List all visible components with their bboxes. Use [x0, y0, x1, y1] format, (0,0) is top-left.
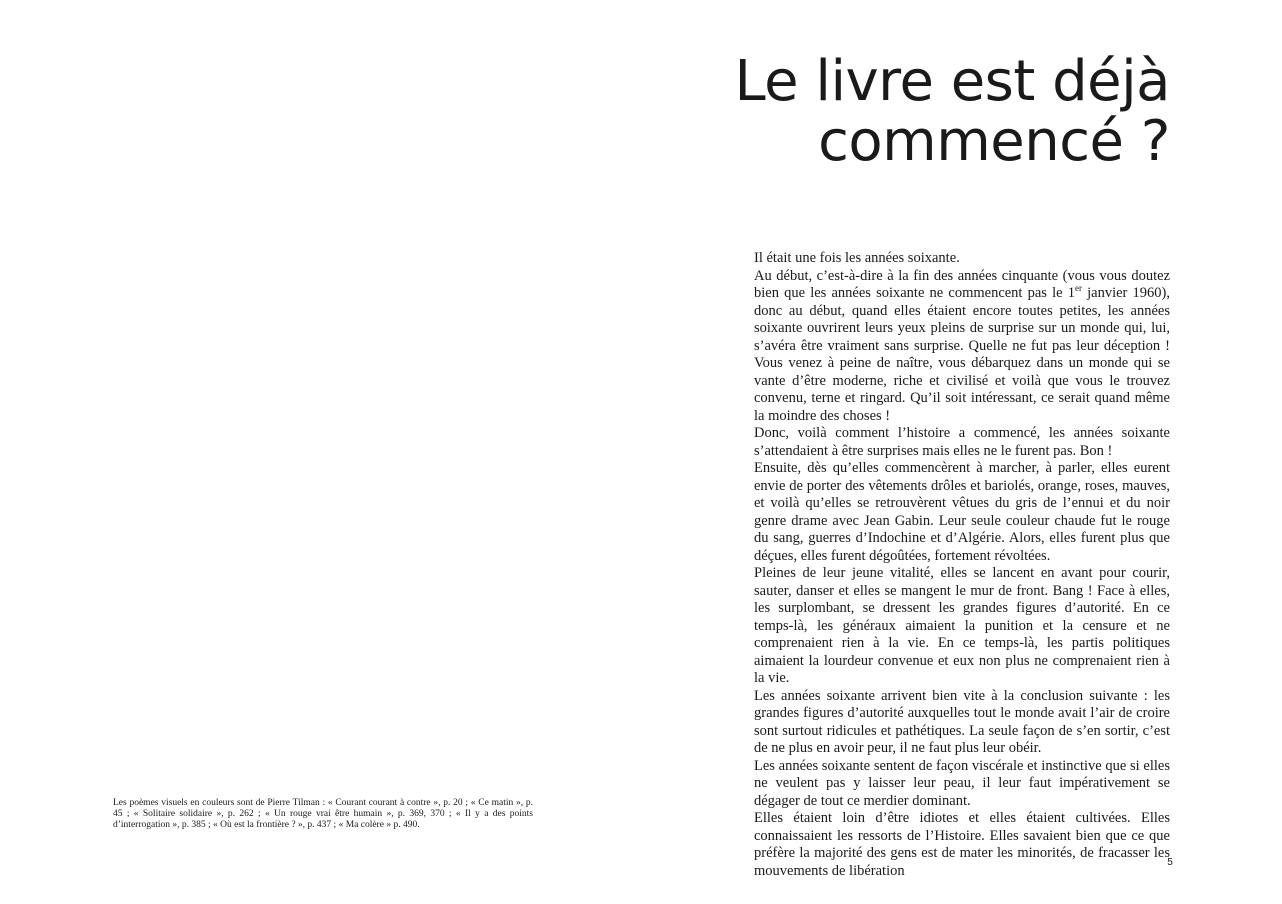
body-text — [754, 250, 1170, 880]
paragraph-6: Les années soixante arrivent bien vite à la conclusion suivante : les grandes figures d’autorité auxquelles tout le monde avait l’air de croire sont surtout ridicules et pathétiques. La seule façon de s’en sortir, c’est de ne plus en avoir peur, il ne faut plus leur obéir. — [754, 687, 1170, 756]
paragraph-2-text-b: janvier 1960), donc au début, quand elles étaient encore toutes petites, les années soixante ouvrirent leurs yeux pleins de surprise sur un monde qui, lui, s’avéra être vraiment sans surprise. Quelle ne fut pas leur déception ! Vous venez à peine de naître, vous débarquez dans un monde qui se vante d’être moderne, riche et civilisé et voilà que vous le trouvez convenu, terne et ringard. Qu’il soit intéressant, ce serait quand même la moindre des choses ! — [754, 285, 1170, 424]
paragraph-3: Donc, voilà comment l’histoire a commencé, les années soixante s’attendaient à être surprises mais elles ne le furent pas. Bon ! — [754, 425, 1170, 459]
page-number: 5 — [1167, 857, 1173, 868]
paragraph-5: Pleines de leur jeune vitalité, elles se lancent en avant pour courir, sauter, danser et elles se mangent le mur de front. Bang ! Face à elles, les surplombant, se dressent les grandes figures d’autorité. En ce temps-là, les généraux aimaient la punition et la censure et ne comprenaient rien à la vie. En ce temps-là, les partis politiques aimaient la lourdeur convenue et eux non plus ne comprenaient rien à la vie. — [754, 565, 1170, 686]
chapter-title — [730, 49, 1170, 174]
paragraph-1: Il était une fois les années soixante. — [754, 250, 960, 266]
paragraph-4: Ensuite, dès qu’elles commencèrent à marcher, à parler, elles eurent envie de porter des vêtements drôles et bariolés, orange, roses, mauves, et voilà qu’elles se retrouvèrent vêtues du gris de l’ennui et du noir genre drame avec Jean Gabin. Leur seule couleur chaude fut le rouge du sang, guerres d’Indochine et d’Algérie. Alors, elles furent plus que déçues, elles furent dégoûtées, fortement révoltées. — [754, 460, 1170, 564]
paragraph-8: Elles étaient loin d’être idiotes et elles étaient cultivées. Elles connaissaient les ressorts de l’Histoire. Elles savaient bien que ce que préfère la majorité des gens est de mater les minorités, de fracasser les mouvements de libération — [754, 810, 1170, 879]
paragraph-7: Les années soixante sentent de façon viscérale et instinctive que si elles ne veulent pas y laisser leur peau, il leur faut impérativement se dégager de tout ce merdier dominant. — [754, 757, 1170, 809]
chapter-title-line-2: commencé ? — [818, 109, 1170, 174]
chapter-title-line-1: Le livre est déjà — [734, 49, 1170, 114]
left-page-credits — [113, 798, 533, 831]
ordinal-superscript: er — [1074, 283, 1082, 294]
credits-text: Les poèmes visuels en couleurs sont de Pierre Tilman : « Courant courant à contre », p. 20 ; « Ce matin », p. 45 ; « Solitaire solidaire », p. 262 ; « Un rouge vrai être humain », p. 369, 370 ; « Il y a des points d’interrogation », p. 385 ; « Où est la frontière ? », p. 437 ; « Ma colère » p. 490. — [113, 798, 533, 830]
paragraph-2 — [754, 268, 1170, 426]
paragraph-2-text-a: Au début, c’est-à-dire à la fin des années cinquante (vous vous doutez bien que les années soixante ne commencent pas le 1 — [754, 267, 1170, 301]
